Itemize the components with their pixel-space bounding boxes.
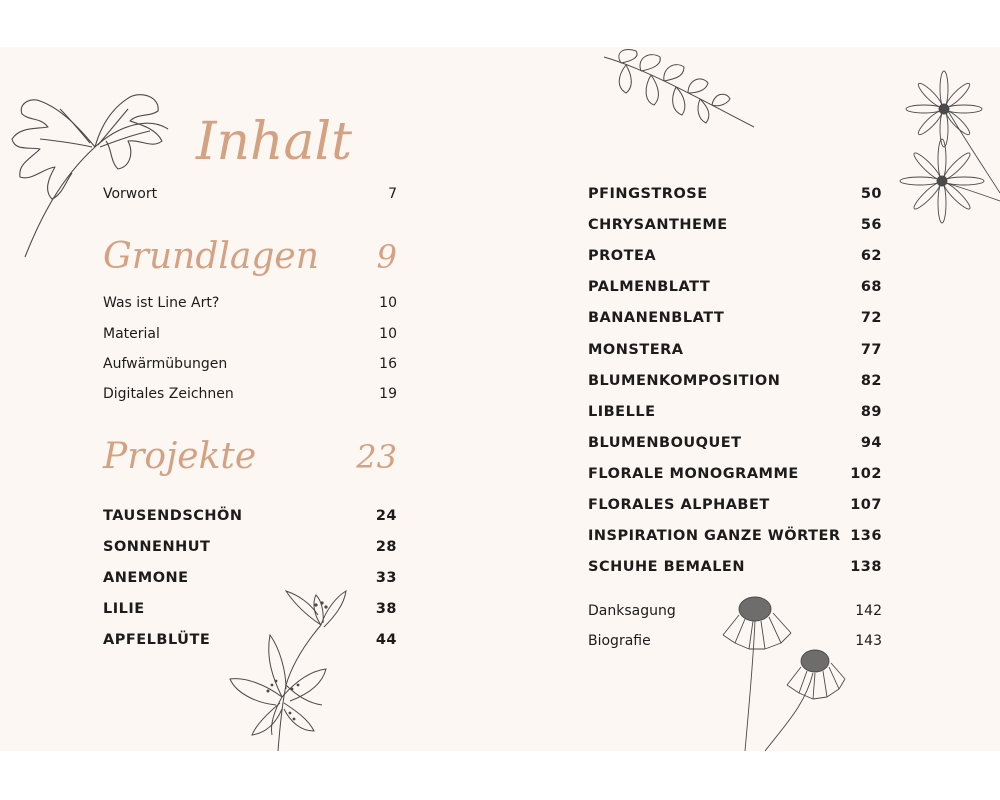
toc-entry[interactable] (588, 401, 882, 423)
toc-entry-page: 77 (860, 342, 882, 358)
toc-entry[interactable] (588, 245, 882, 267)
toc-entry-page: 38 (375, 601, 397, 617)
toc-entry-label: Material (103, 326, 160, 342)
toc-entry-page: 50 (860, 186, 882, 202)
toc-entry[interactable] (588, 214, 882, 236)
section-heading: Grundlagen (103, 236, 319, 277)
toc-entry[interactable] (103, 536, 397, 558)
toc-entry[interactable] (588, 370, 882, 392)
toc-entry[interactable] (588, 183, 882, 205)
toc-entry[interactable] (588, 339, 882, 361)
toc-entry-label: FLORALE MONOGRAMME (588, 466, 799, 482)
toc-entry-label: TAUSENDSCHÖN (103, 508, 243, 524)
toc-entry-page: 10 (379, 295, 397, 311)
toc-entry-page: 56 (860, 217, 882, 233)
toc-entry-page: 28 (375, 539, 397, 555)
toc-entry-page: 138 (850, 559, 882, 575)
toc-entry-label: Digitales Zeichnen (103, 386, 234, 402)
toc-entry-page: 16 (379, 356, 397, 372)
toc-entry-page: 102 (850, 466, 882, 482)
toc-entry-label: Was ist Line Art? (103, 295, 220, 311)
toc-entry[interactable] (103, 598, 397, 620)
toc-entry[interactable] (103, 353, 397, 375)
toc-entry-page: 68 (860, 279, 882, 295)
section-heading: Projekte (103, 436, 257, 477)
toc-entry-page: 62 (860, 248, 882, 264)
toc-entry[interactable] (103, 567, 397, 589)
toc-entry[interactable] (103, 629, 397, 651)
page-title: Inhalt (196, 112, 353, 172)
toc-entry-label: BLUMENKOMPOSITION (588, 373, 781, 389)
toc-entry[interactable] (588, 432, 882, 454)
toc-entry[interactable] (103, 383, 397, 405)
toc-entry[interactable] (103, 323, 397, 345)
toc-entry-page: 44 (375, 632, 397, 648)
toc-entry-page: 136 (850, 528, 882, 544)
palm-frond-illustration (596, 47, 761, 132)
toc-entry[interactable] (588, 525, 882, 547)
toc-entry[interactable] (588, 307, 882, 329)
toc-entry-label: CHRYSANTHEME (588, 217, 728, 233)
toc-entry-page: 19 (379, 386, 397, 402)
toc-entry-page: 33 (375, 570, 397, 586)
toc-entry-page: 10 (379, 326, 397, 342)
toc-entry-page: 142 (855, 603, 882, 619)
toc-entry-label: PROTEA (588, 248, 657, 264)
toc-entry-page: 143 (855, 633, 882, 649)
section-heading-page: 9 (376, 238, 397, 276)
toc-entry-appendix[interactable] (588, 600, 882, 622)
toc-entry-label: Danksagung (588, 603, 676, 619)
toc-entry-label: ANEMONE (103, 570, 189, 586)
toc-entry-label: PALMENBLATT (588, 279, 711, 295)
daisy-illustration (896, 71, 1000, 251)
toc-entry[interactable] (103, 505, 397, 527)
toc-entry-label: Biografie (588, 633, 651, 649)
toc-entry-page: 107 (850, 497, 882, 513)
toc-entry-label: BANANENBLATT (588, 310, 725, 326)
toc-entry-page: 72 (860, 310, 882, 326)
toc-entry[interactable] (588, 556, 882, 578)
toc-entry[interactable] (588, 463, 882, 485)
toc-entry-label: BLUMENBOUQUET (588, 435, 742, 451)
toc-entry[interactable] (103, 292, 397, 314)
toc-entry-label: SCHUHE BEMALEN (588, 559, 745, 575)
toc-entry-page: 89 (860, 404, 882, 420)
toc-entry-label: SONNENHUT (103, 539, 211, 555)
toc-entry-label: LIBELLE (588, 404, 656, 420)
toc-entry-intro[interactable] (103, 183, 397, 205)
toc-entry-label: PFINGSTROSE (588, 186, 708, 202)
toc-entry-label: Vorwort (103, 186, 158, 202)
toc-entry-page: 94 (860, 435, 882, 451)
section-heading-page: 23 (356, 438, 397, 476)
toc-entry[interactable] (588, 276, 882, 298)
toc-entry-label: INSPIRATION GANZE WÖRTER (588, 528, 841, 544)
toc-entry-appendix[interactable] (588, 630, 882, 652)
book-spread (0, 47, 1000, 751)
toc-entry-label: Aufwärmübungen (103, 356, 228, 372)
toc-entry-page: 7 (388, 186, 397, 202)
toc-entry[interactable] (588, 494, 882, 516)
toc-entry-label: LILIE (103, 601, 145, 617)
toc-entry-label: MONSTERA (588, 342, 684, 358)
toc-entry-label: FLORALES ALPHABET (588, 497, 770, 513)
toc-entry-page: 82 (860, 373, 882, 389)
toc-entry-label: APFELBLÜTE (103, 632, 211, 648)
toc-entry-page: 24 (375, 508, 397, 524)
